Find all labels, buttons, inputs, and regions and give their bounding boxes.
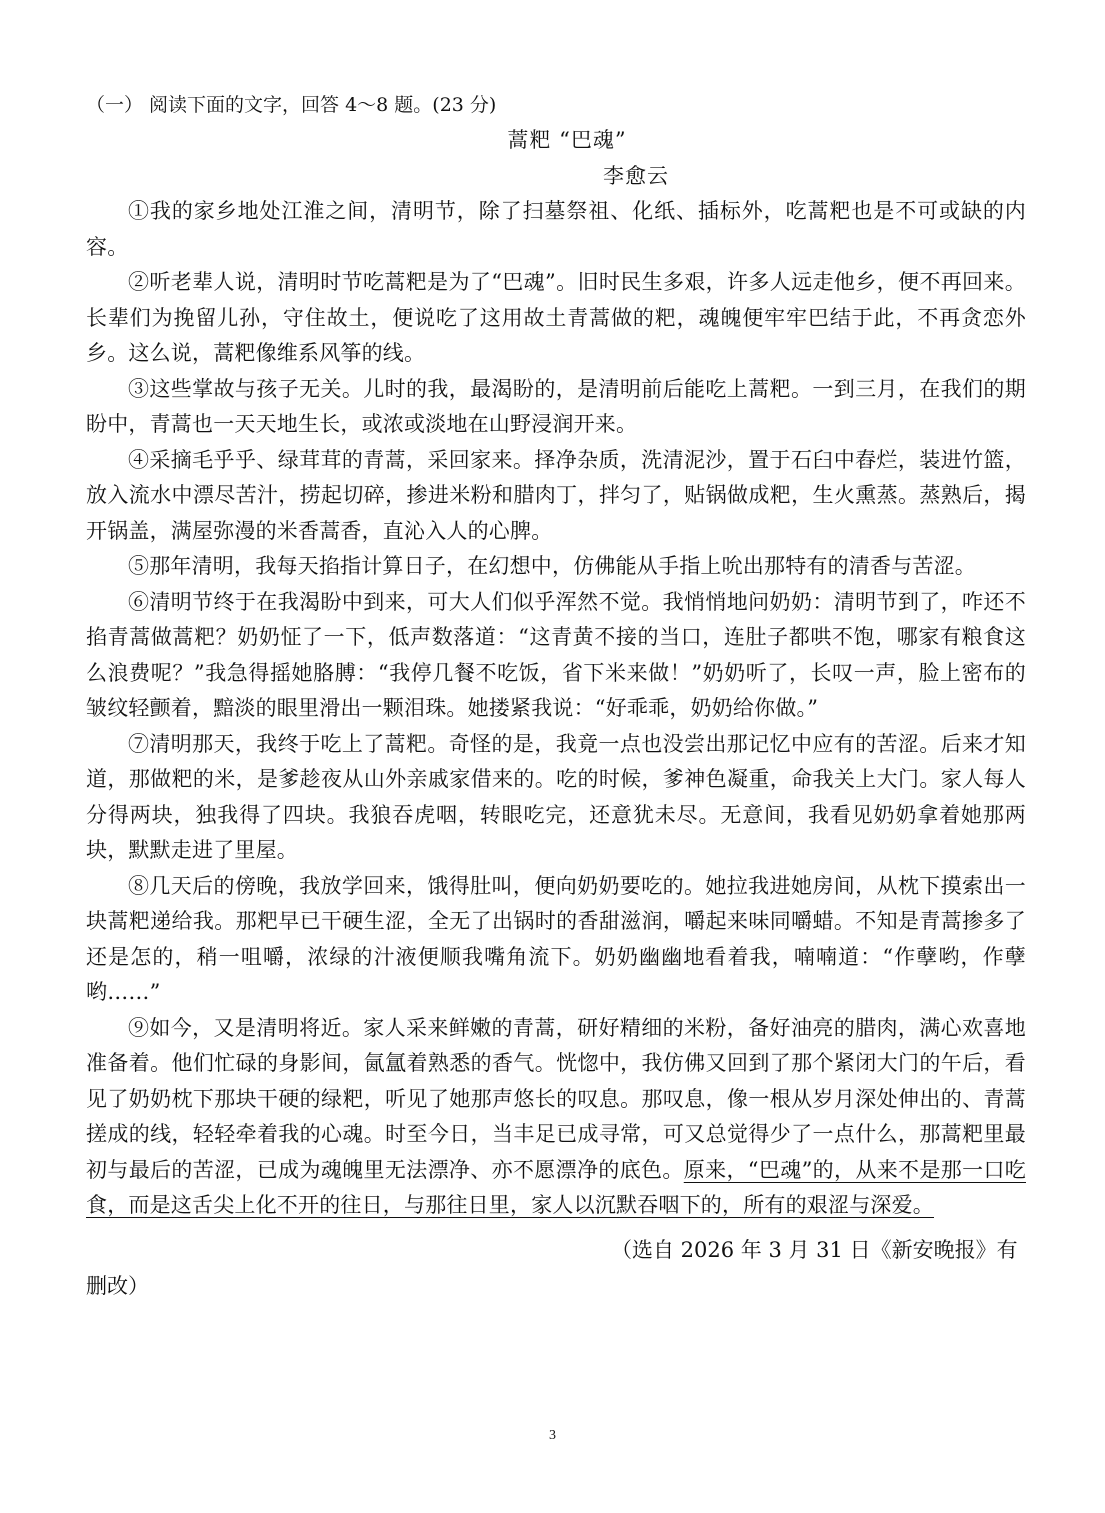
document-page: [86, 88, 1026, 1304]
underlined-sentence: 原来，“巴魂”的，从来不是那一口吃食，而是这舌尖上化不开的往日，与那往日里，家人以沉默吞咽下的，所有的艰涩与深爱。: [86, 1157, 1026, 1217]
page-number: 3: [549, 1428, 556, 1443]
paragraph-5: ⑤那年清明，我每天掐指计算日子，在幻想中，仿佛能从手指上吮出那特有的清香与苦涩。: [128, 554, 976, 578]
paragraph-9-text: ⑨如今，又是清明将近。家人采来鲜嫩的青蒿，研好精细的米粉，备好油亮的腊肉，满心欢喜地准备着。他们忙碌的身影间，氤氲着熟悉的香气。恍惚中，我仿佛又回到了那个紧闭大门的午后，看见了奶奶枕下那块干硬的绿粑，听见了她那声悠长的叹息。那叹息，像一根从岁月深处伸出的、青蒿搓成的线，轻轻牵着我的心魂。时至今日，当丰足已成寻常，可又总觉得少了一点什么，那蒿粑里最初与最后的苦涩，已成为魂魄里无法漂净、亦不愿漂净的底色。: [86, 1015, 1026, 1182]
paragraph-3: ③这些掌故与孩子无关。儿时的我，最渴盼的，是清明前后能吃上蒿粑。一到三月，在我们的期盼中，青蒿也一天天地生长，或浓或淡地在山野浸润开来。: [86, 376, 1026, 436]
paragraph-1: ①我的家乡地处江淮之间，清明节，除了扫墓祭祖、化纸、插标外，吃蒿粑也是不可或缺的内容。: [86, 199, 1026, 259]
paragraph-4: ④采摘毛乎乎、绿茸茸的青蒿，采回家来。择净杂质，洗清泥沙，置于石臼中舂烂，装进竹篮，放入流水中漂尽苦汁，捞起切碎，掺进米粉和腊肉丁，拌匀了，贴锅做成粑，生火熏蒸。蒸熟后，揭开锅盖，满屋弥漫的米香蒿香，直沁入人的心脾。: [86, 447, 1026, 543]
paragraph-9: [86, 1011, 1026, 1224]
section-heading: （一） 阅读下面的文字，回答 4～8 题。(23 分): [86, 94, 497, 116]
paragraph-2: ②听老辈人说，清明时节吃蒿粑是为了“巴魂”。旧时民生多艰，许多人远走他乡，便不再回来。长辈们为挽留儿孙，守住故土，便说吃了这用故土青蒿做的粑，魂魄便牢牢巴结于此，不再贪恋外乡。这么说，蒿粑像维系风筝的线。: [86, 270, 1026, 365]
paragraph-6: ⑥清明节终于在我渴盼中到来，可大人们似乎浑然不觉。我悄悄地问奶奶：清明节到了，咋还不掐青蒿做蒿粑？奶奶怔了一下，低声数落道：“这青黄不接的当口，连肚子都哄不饱，哪家有粮食这么浪费呢？”我急得摇她胳膊：“我停几餐不吃饭，省下米来做！”奶奶听了，长叹一声，脸上密布的皱纹轻颤着，黯淡的眼里滑出一颗泪珠。她搂紧我说：“好乖乖，奶奶给你做。”: [86, 589, 1026, 720]
article-author: 李愈云: [603, 164, 669, 188]
paragraph-7: ⑦清明那天，我终于吃上了蒿粑。奇怪的是，我竟一点也没尝出那记忆中应有的苦涩。后来才知道，那做粑的米，是爹趁夜从山外亲戚家借来的。吃的时候，爹神色凝重，命我关上大门。家人每人分得两块，独我得了四块。我狼吞虎咽，转眼吃完，还意犹未尽。无意间，我看见奶奶拿着她那两块，默默走进了里屋。: [86, 731, 1026, 862]
article-title: 蒿粑 “巴魂”: [507, 128, 627, 152]
paragraph-8: ⑧几天后的傍晚，我放学回来，饿得肚叫，便向奶奶要吃的。她拉我进她房间，从枕下摸索出一块蒿粑递给我。那粑早已干硬生涩，全无了出锅时的香甜滋润，嚼起来味同嚼蜡。不知是青蒿掺多了还是怎的，稍一咀嚼，浓绿的汁液便顺我嘴角流下。奶奶幽幽地看着我，喃喃道：“作孽哟，作孽哟……”: [86, 873, 1026, 1004]
article-source: （选自 2026 年 3 月 31 日《新安晚报》有删改）: [86, 1237, 1018, 1298]
